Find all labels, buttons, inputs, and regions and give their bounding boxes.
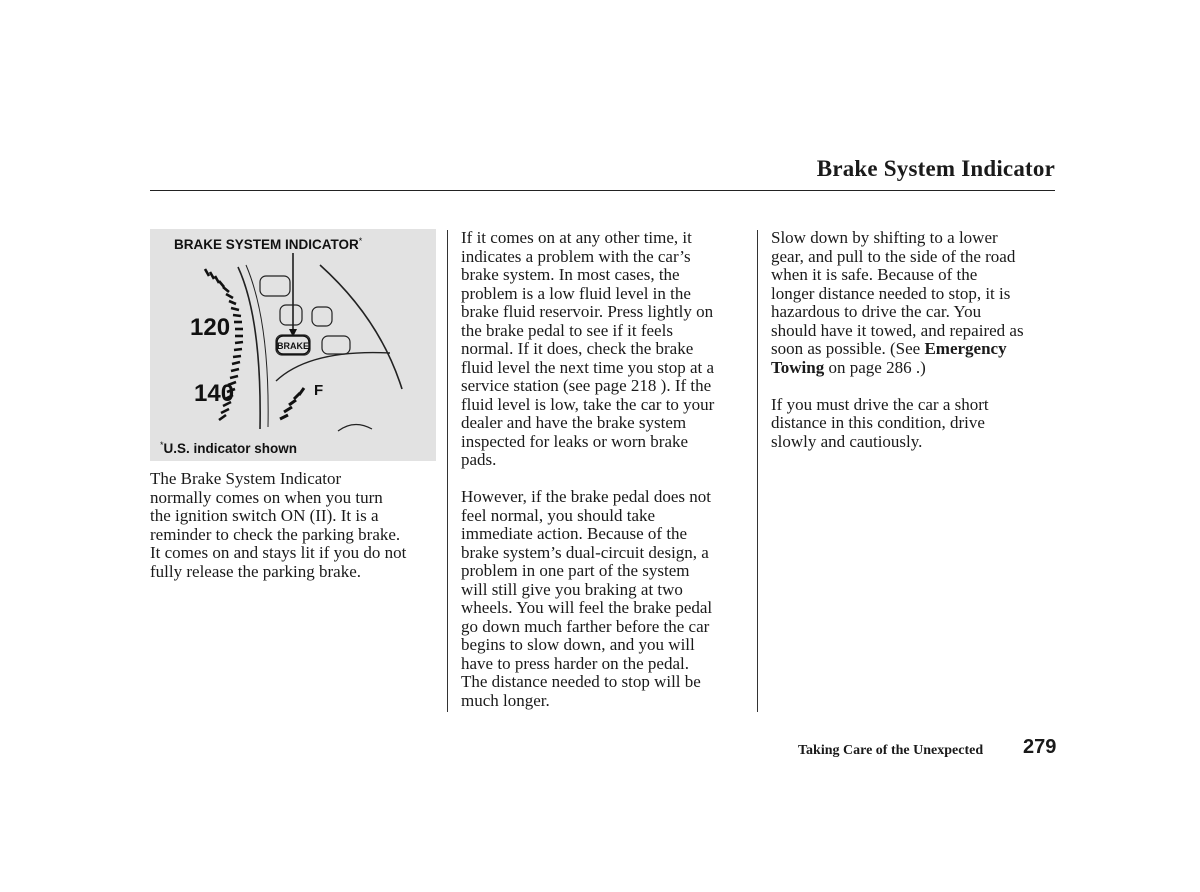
emergency-towing-link-part1: Emergency bbox=[924, 339, 1007, 358]
figure-caption-bottom: *U.S. indicator shown bbox=[160, 440, 298, 456]
pedal-paragraph: However, if the brake pedal does not feel normal, you should take immediate action. Because of the brake system’s dual-circuit design, a problem in one part of the system will still give you braking at two wheels. You will feel the brake pedal go down much farther before the car begins to slow down, and you will have to press harder on the pedal. The distance needed to stop will be much longer. bbox=[461, 487, 713, 710]
intro-paragraph: The Brake System Indicator normally comes on when you turn the ignition switch ON (II). It is a reminder to check the parking brake. It comes on and stays lit if you do not fully release the parking brake. bbox=[150, 469, 407, 581]
problem-paragraph: If it comes on at any other time, it indicates a problem with the car’s brake system. In most cases, the problem is a low fluid level in the brake fluid reservoir. Press lightly on the brake pedal to see if it feels normal. If it does, check the brake fluid level the next time you stop at a service station (see page 218 ). If the fluid level is low, take the car to your dealer and have the brake system inspected for leaks or worn brake pads. bbox=[461, 228, 715, 469]
page-number: 279 bbox=[1023, 736, 1057, 758]
emergency-towing-link-part2: Towing bbox=[771, 357, 825, 377]
figure-caption-top: BRAKE SYSTEM INDICATOR* bbox=[174, 236, 363, 252]
page-title: Brake System Indicator bbox=[816, 156, 1055, 181]
column-divider-2 bbox=[757, 230, 758, 712]
short-distance-paragraph: If you must drive the car a short distance in this condition, drive slowly and cautiously. bbox=[771, 394, 989, 451]
brake-indicator-figure bbox=[150, 229, 436, 461]
slow-down-paragraph: Slow down by shifting to a lower gear, and pull to the side of the road when it is safe. Because of the longer distance needed to stop, it is hazardous to drive the car. You should have it towed, and repaired as soon as possible. (See Emergency Towing on page 286 .) bbox=[771, 228, 1024, 377]
brake-lamp-label: BRAKE bbox=[276, 341, 310, 351]
header-rule bbox=[150, 190, 1055, 191]
gauge-label-120: 120 bbox=[190, 314, 231, 341]
gauge-illustration bbox=[150, 229, 436, 461]
footer-section-label: Taking Care of the Unexpected bbox=[798, 743, 984, 758]
fuel-label: F bbox=[314, 382, 324, 399]
column-1-text bbox=[150, 470, 440, 600]
column-divider-1 bbox=[447, 230, 448, 712]
column-3-text bbox=[771, 229, 1059, 470]
column-2-text bbox=[461, 229, 749, 729]
gauge-label-140: 140 bbox=[194, 380, 235, 407]
